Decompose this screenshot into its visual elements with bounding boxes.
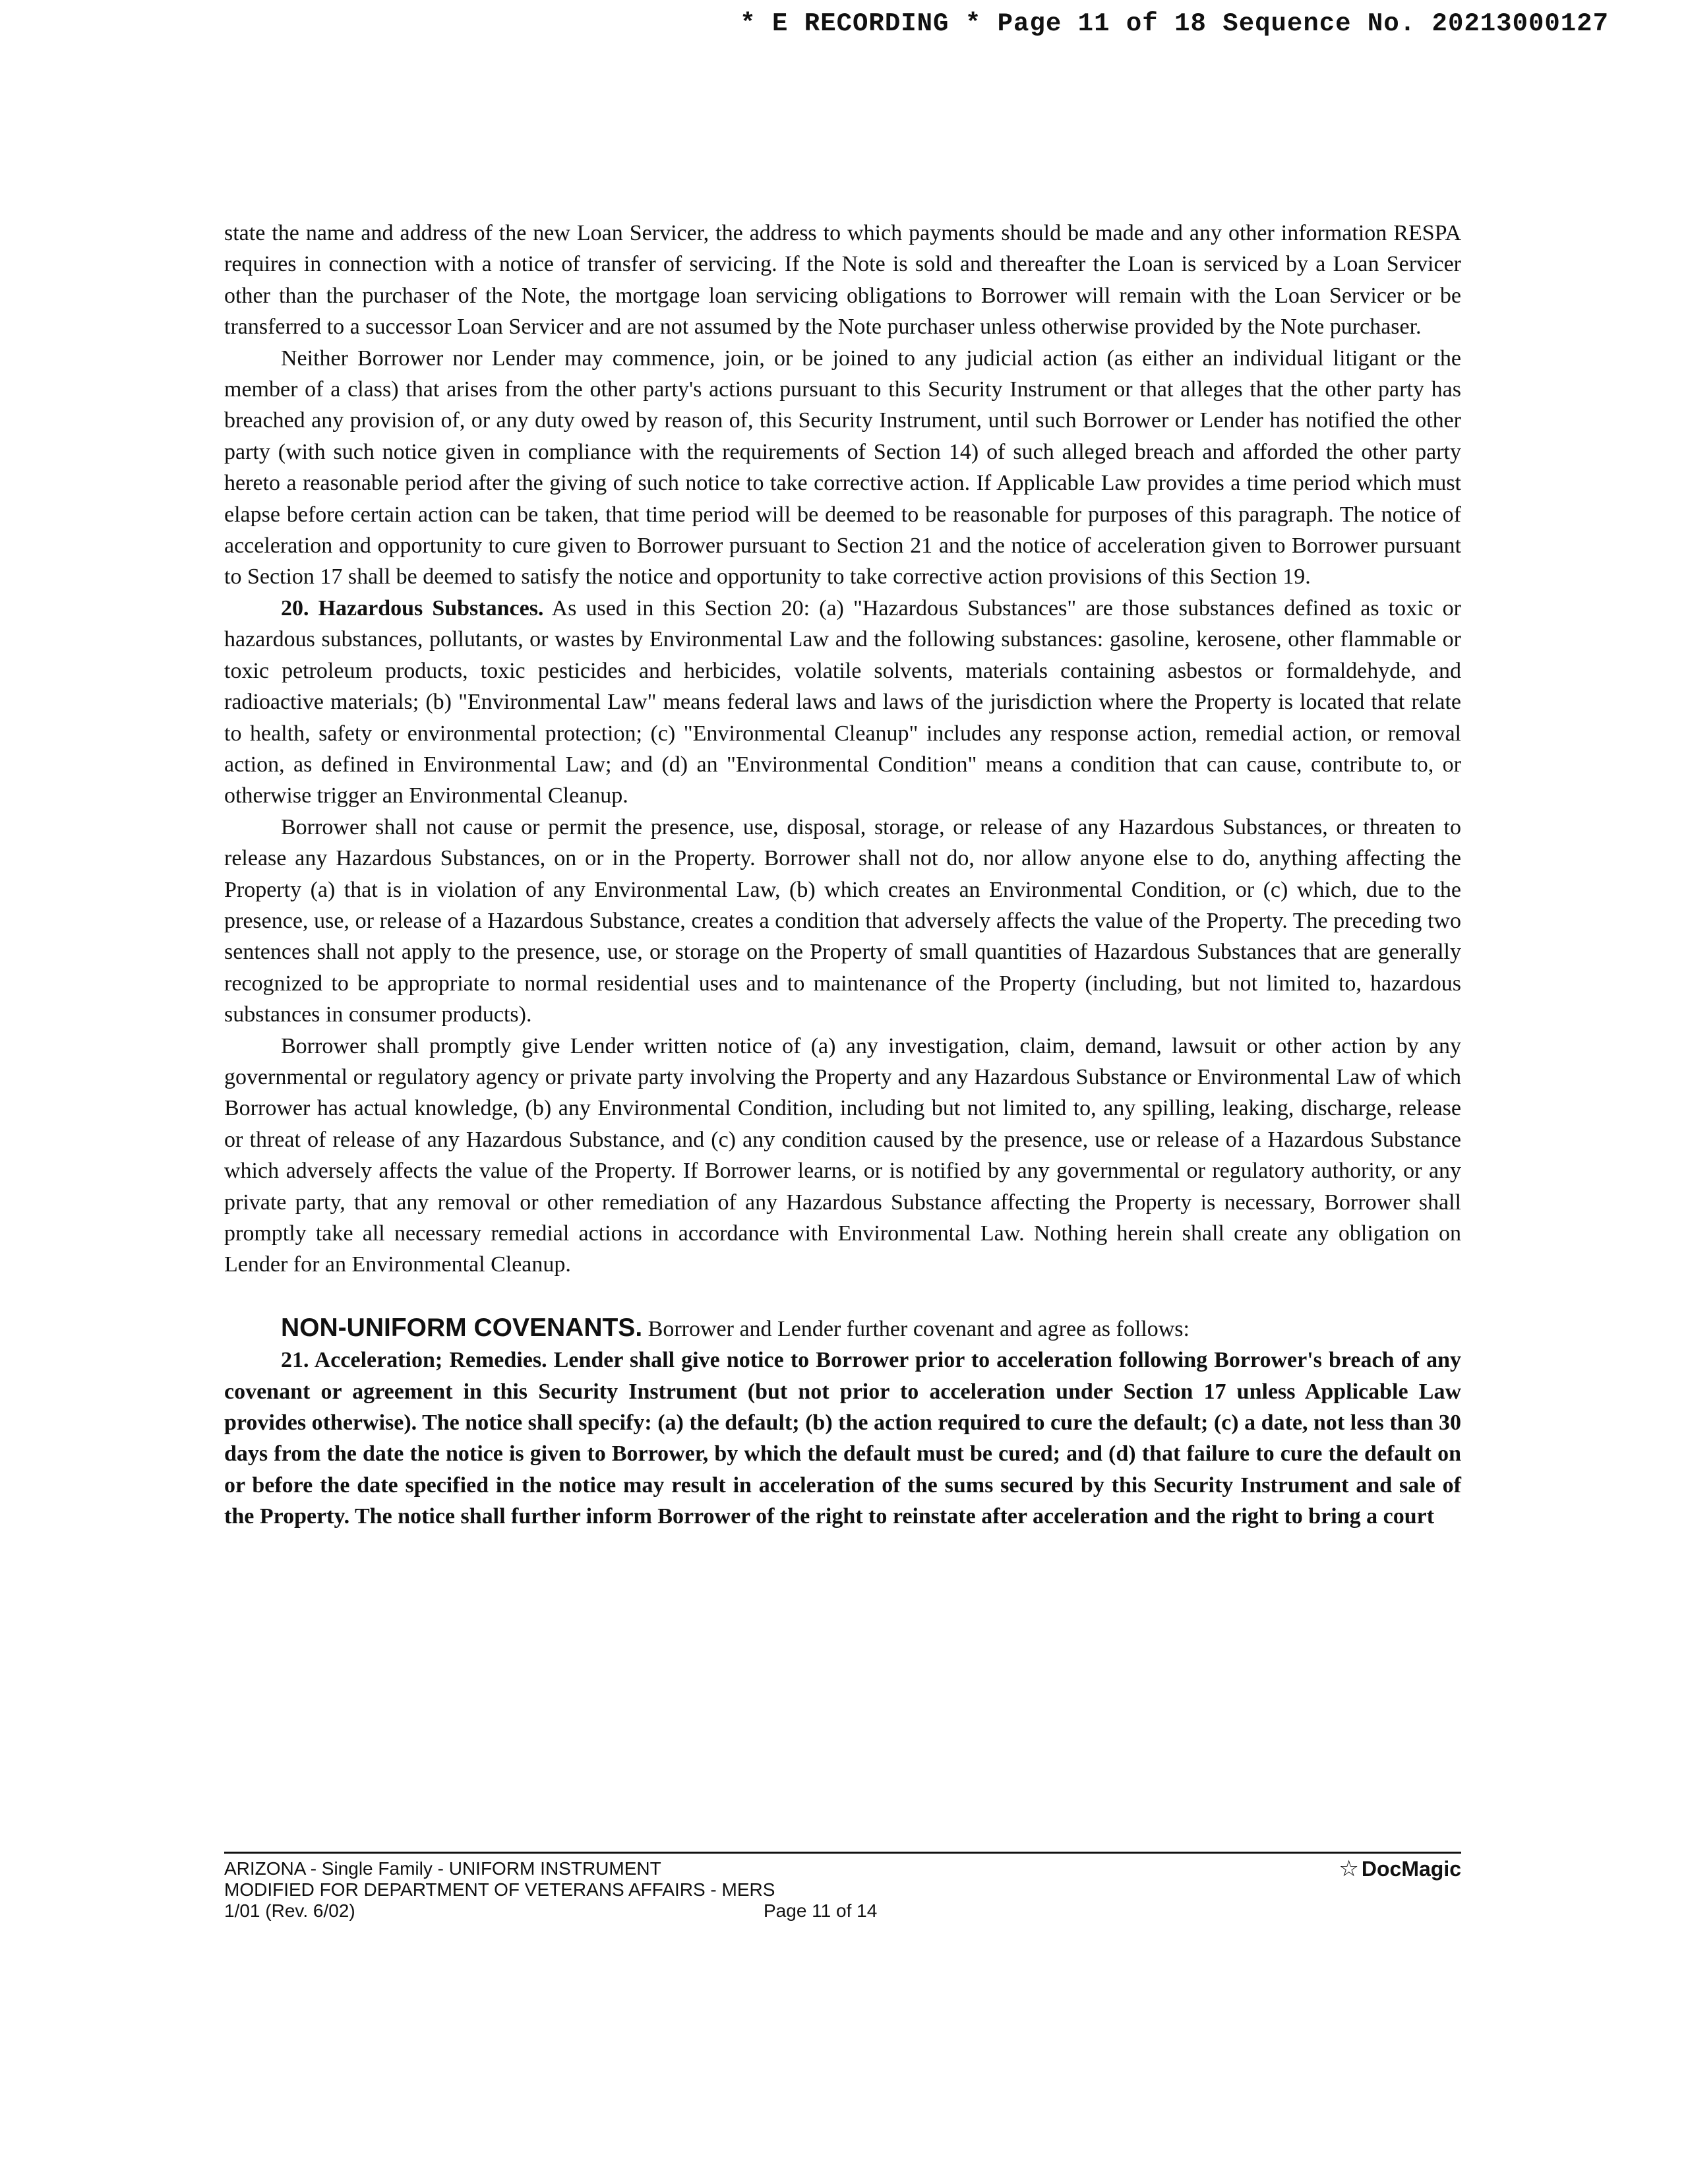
section-20-heading: 20. Hazardous Substances. — [281, 595, 544, 621]
paragraph-neither-borrower: Neither Borrower nor Lender may commence, join, or be joined to any judicial action (as either an individual litigant or the member of a class) that arises from the other party's actions pursuant to this Security Instrument or that alleges that the other party has breached any provision of, or any duty owed by reason of, this Security Instrument, until such Borrower or Lender has notified the other party (with such notice given in compliance with the requirements of Section 14) of such alleged breach and afforded the other party hereto a reasonable period after the giving of such notice to take corrective action. If Applicable Law provides a time period which must elapse before certain action can be taken, that time period will be deemed to be reasonable for purposes of this paragraph. The notice of acceleration and opportunity to cure given to Borrower pursuant to Section 21 and the notice of acceleration given to Borrower pursuant to Section 17 shall be deemed to satisfy the notice and opportunity to take corrective action provisions of this Section 19. — [224, 346, 1461, 590]
section-21: 21. Acceleration; Remedies. Lender shall give notice to Borrower prior to acceleration following Borrower's breach of any covenant or agreement in this Security Instrument (but not prior to acceleration under Section 17 unless Applicable Law provides otherwise). The notice shall specify: (a) the default; (b) the action required to cure the default; (c) a date, not less than 30 days from the date the notice is given to Borrower, by which the default must be cured; and (d) that failure to cure the default on or before the date specified in the notice may result in acceleration of the sums secured by this Security Instrument and sale of the Property. The notice shall further inform Borrower of the right to reinstate after acceleration and the right to bring a court — [224, 1348, 1461, 1529]
paragraph-borrower-shall-not: Borrower shall not cause or permit the presence, use, disposal, storage, or release of any Hazardous Substances, or threaten to release any Hazardous Substances, on or in the Property. Borrower shall not do, nor allow anyone else to do, anything affecting the Property (a) that is in violation of any Environmental Law, (b) which creates an Environmental Condition, or (c) which, due to the presence, use, or release of a Hazardous Substance, creates a condition that adversely affects the value of the Property. The preceding two sentences shall not apply to the presence, use, or storage on the Property of small quantities of Hazardous Substances that are generally recognized to be appropriate to normal residential uses and to maintenance of the Property (including, but not limited to, hazardous substances in consumer products). — [224, 814, 1461, 1027]
paragraph-borrower-shall-promptly: Borrower shall promptly give Lender written notice of (a) any investigation, claim, demand, lawsuit or other action by any governmental or regulatory agency or private party involving the Property and any Hazardous Substance or Environmental Law of which Borrower has actual knowledge, (b) any Environmental Condition, including but not limited to, any spilling, leaking, discharge, release or threat of release of any Hazardous Substance, and (c) any condition caused by the presence, use or release of a Hazardous Substance which adversely affects the value of the Property. If Borrower learns, or is notified by any governmental or regulatory authority, or any private party, that any removal or other remediation of any Hazardous Substance affecting the Property is necessary, Borrower shall promptly take all necessary remedial actions in accordance with Environmental Law. Nothing herein shall create any obligation on Lender for an Environmental Cleanup. — [224, 1033, 1461, 1277]
star-icon: ☆ — [1339, 1856, 1359, 1881]
paragraph-continuation: state the name and address of the new Loan Servicer, the address to which payments should be made and any other information RESPA requires in connection with a notice of transfer of servicing. If the Note is sold and thereafter the Loan is serviced by a Loan Servicer other than the purchaser of the Note, the mortgage loan servicing obligations to Borrower will remain with the Loan Servicer or be transferred to a successor Loan Servicer and are not assumed by the Note purchaser unless otherwise provided by the Note purchaser. — [224, 221, 1461, 340]
footer-page-number: Page 11 of 14 — [764, 1900, 878, 1921]
docmagic-logo — [1339, 1858, 1461, 1879]
non-uniform-covenants — [224, 1312, 1461, 1345]
footer-divider — [224, 1852, 1461, 1854]
section-20-text: As used in this Section 20: (a) "Hazardous Substances" are those substances defined as toxic or hazardous substances, pollutants, or wastes by Environmental Law and the following substances: gasoline, kerosene, other flammable or toxic petroleum products, toxic pesticides and herbicides, volatile solvents, materials containing asbestos or formaldehyde, and radioactive materials; (b) "Environmental Law" means federal laws and laws of the jurisdiction where the Property is located that relate to health, safety or environmental protection; (c) "Environmental Cleanup" includes any response action, remedial action, or removal action, as defined in Environmental Law; and (d) an "Environmental Condition" means a condition that can cause, contribute to, or otherwise trigger an Environmental Cleanup. — [224, 595, 1462, 808]
footer-line-3: 1/01 (Rev. 6/02) — [224, 1900, 355, 1921]
section-20 — [224, 593, 1461, 812]
covenants-text: Borrower and Lender further covenant and agree as follows: — [648, 1316, 1190, 1341]
covenants-heading: NON-UNIFORM COVENANTS. — [281, 1313, 643, 1342]
footer-line-1: ARIZONA - Single Family - UNIFORM INSTRUMENT — [224, 1858, 661, 1879]
footer-line-2: MODIFIED FOR DEPARTMENT OF VETERANS AFFAIRS - MERS — [224, 1879, 775, 1900]
document-body — [224, 218, 1461, 1532]
brand-name: DocMagic — [1361, 1857, 1461, 1881]
recording-header: * E RECORDING * Page 11 of 18 Sequence No. 20213000127 — [740, 9, 1609, 38]
footer — [224, 1858, 1461, 1922]
